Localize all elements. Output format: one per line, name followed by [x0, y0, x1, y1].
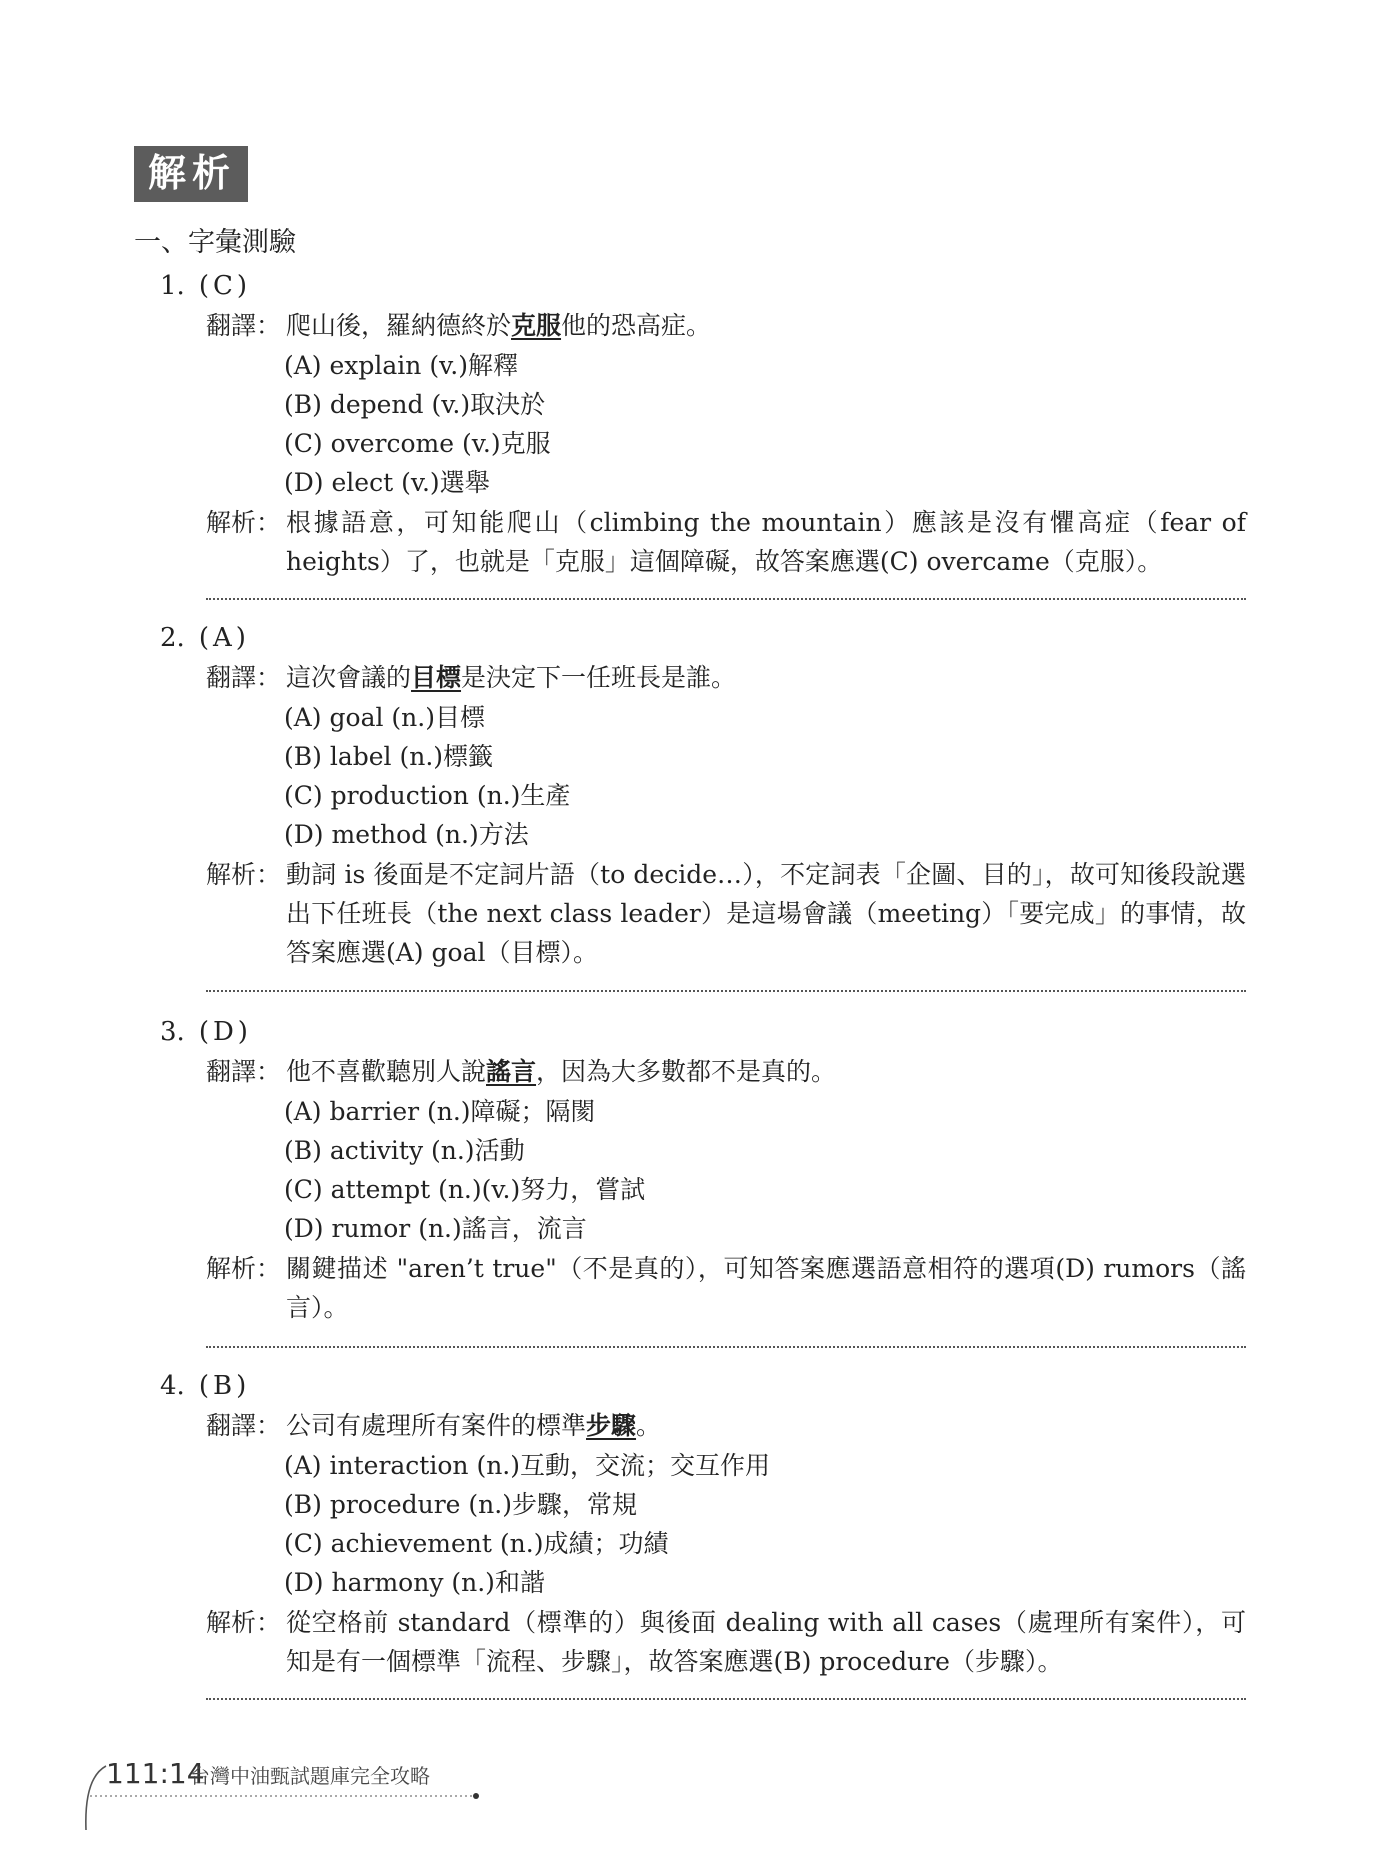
question-heading [160, 618, 250, 658]
option-a: (A) goal (n.)目標 [284, 703, 485, 732]
translation-text [286, 311, 711, 340]
translation-label: 翻譯： [206, 663, 282, 692]
analysis-label: 解析： [206, 1608, 282, 1637]
analysis-row [206, 855, 1246, 967]
analysis-label: 解析： [206, 860, 282, 889]
option-a: (A) barrier (n.)障礙；隔閡 [284, 1097, 596, 1126]
translation-text [286, 663, 736, 692]
option-d: (D) method (n.)方法 [284, 820, 529, 849]
translation-row [206, 1406, 1246, 1445]
question-number: 2. [160, 623, 185, 653]
question-number: 4. [160, 1371, 185, 1401]
translation-keyword: 步驟 [586, 1411, 637, 1440]
translation-label: 翻譯： [206, 1411, 282, 1440]
translation-keyword: 謠言 [486, 1057, 537, 1086]
translation-before: 爬山後，羅納德終於 [286, 311, 512, 340]
separator-line [206, 1346, 1246, 1348]
option-d: (D) elect (v.)選舉 [284, 468, 490, 497]
translation-before: 他不喜歡聽別人說 [286, 1057, 487, 1086]
translation-row [206, 1052, 1246, 1091]
analysis-row [206, 1603, 1246, 1676]
separator-line [206, 990, 1246, 992]
analysis-row [206, 1249, 1246, 1322]
translation-label: 翻譯： [206, 311, 282, 340]
book-title: 台灣中油甄試題庫完全攻略 [190, 1764, 430, 1788]
question-heading [160, 266, 251, 306]
analysis-text: 根據語意，可知能爬山（climbing the mountain）應該是沒有懼高症（fear of heights）了，也就是「克服」這個障礙，故答案應選(C) overcame（克服）。 [286, 508, 1246, 576]
option-a: (A) interaction (n.)互動，交流；交互作用 [284, 1451, 770, 1480]
question-heading [160, 1012, 252, 1052]
question-answer: (B) [198, 1371, 251, 1401]
option-c: (C) attempt (n.)(v.)努力，嘗試 [284, 1175, 646, 1204]
translation-keyword: 目標 [411, 663, 462, 692]
option-b: (B) procedure (n.)步驟，常規 [284, 1490, 637, 1519]
separator-line [206, 598, 1246, 600]
question-answer: (C) [198, 271, 251, 301]
option-c: (C) production (n.)生產 [284, 781, 571, 810]
translation-text [286, 1411, 661, 1440]
question-answer: (D) [198, 1017, 252, 1047]
analysis-label: 解析： [206, 508, 282, 537]
translation-after: 他的恐高症。 [561, 311, 712, 340]
option-c: (C) achievement (n.)成績；功績 [284, 1529, 669, 1558]
section-subtitle: 一、字彙測驗 [134, 227, 296, 258]
question-heading [160, 1366, 250, 1406]
translation-after: ，因為大多數都不是真的。 [536, 1057, 837, 1086]
question-answer: (A) [198, 623, 250, 653]
translation-keyword: 克服 [511, 311, 562, 340]
analysis-text: 從空格前 standard（標準的）與後面 dealing with all cases（處理所有案件），可知是有一個標準「流程、步驟」，故答案應選(B) procedure（步驟）。 [286, 1608, 1246, 1676]
option-b: (B) activity (n.)活動 [284, 1136, 525, 1165]
option-d: (D) rumor (n.)謠言，流言 [284, 1214, 587, 1243]
section-header: 解析 [134, 146, 248, 202]
translation-text [286, 1057, 836, 1086]
question-number: 1. [160, 271, 185, 301]
option-d: (D) harmony (n.)和諧 [284, 1568, 545, 1597]
analysis-label: 解析： [206, 1254, 282, 1283]
translation-label: 翻譯： [206, 1057, 282, 1086]
translation-row [206, 306, 1246, 345]
option-c: (C) overcome (v.)克服 [284, 429, 551, 458]
translation-row [206, 658, 1246, 697]
translation-after: 。 [636, 1411, 662, 1440]
separator-line [206, 1698, 1246, 1700]
analysis-text: 關鍵描述 "aren’t true"（不是真的），可知答案應選語意相符的選項(D) rumors（謠言）。 [286, 1254, 1246, 1322]
question-number: 3. [160, 1017, 185, 1047]
analysis-row [206, 503, 1246, 576]
page-footer [76, 1756, 496, 1836]
option-b: (B) depend (v.)取決於 [284, 390, 546, 419]
translation-before: 這次會議的 [286, 663, 412, 692]
option-b: (B) label (n.)標籤 [284, 742, 494, 771]
translation-before: 公司有處理所有案件的標準 [286, 1411, 587, 1440]
option-a: (A) explain (v.)解釋 [284, 351, 518, 380]
page-number: 111:14 [106, 1757, 205, 1790]
analysis-text: 動詞 is 後面是不定詞片語（to decide…），不定詞表「企圖、目的」，故可知後段說選出下任班長（the next class leader）是這場會議（meeting）「要完成」的事情，故答案應選(A) goal（目標）。 [286, 860, 1246, 967]
translation-after: 是決定下一任班長是誰。 [461, 663, 737, 692]
